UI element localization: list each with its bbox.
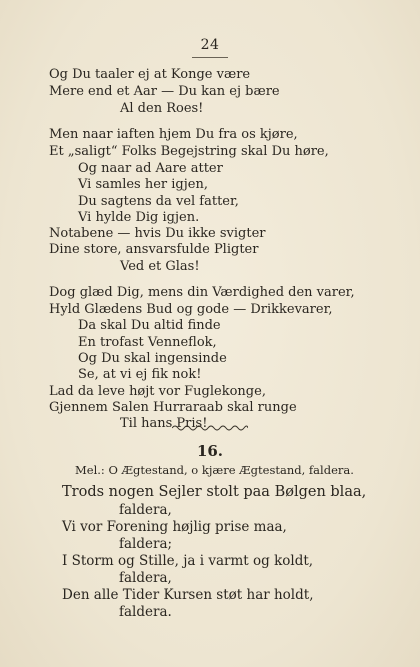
verse-line: Til hans Pris! <box>120 416 208 431</box>
verse-line: Dine store, ansvarsfulde Pligter <box>49 242 259 257</box>
verse-line: Og Du taaler ej at Konge være <box>49 67 251 82</box>
page-number: 24 <box>200 37 220 53</box>
verse-line: Og naar ad Aare atter <box>78 161 223 176</box>
verse-line: Se, at vi ej fik nok! <box>78 367 202 382</box>
verse-line: Og Du skal ingensinde <box>78 351 227 366</box>
song-number: 16. <box>196 442 224 460</box>
verse-line: Vi samles her igjen, <box>78 177 208 192</box>
verse-line: Ved et Glas! <box>120 259 200 274</box>
verse-line: Et „saligt“ Folks Begejstring skal Du høre, <box>49 144 329 159</box>
verse-line: Du sagtens da vel fatter, <box>78 194 239 209</box>
verse-line: En trofast Venneflok, <box>78 335 217 350</box>
page-number-rule <box>192 57 228 58</box>
verse-line: Notabene — hvis Du ikke svigter <box>49 226 266 241</box>
refrain-line: faldera; <box>119 536 173 552</box>
verse-line: Da skal Du altid finde <box>78 318 221 333</box>
verse-line: I Storm og Stille, ja i varmt og koldt, <box>62 553 314 569</box>
verse-line: Mere end et Aar — Du kan ej bære <box>49 84 280 99</box>
verse-line: Lad da leve højt vor Fuglekonge, <box>49 384 266 399</box>
verse-line: Al den Roes! <box>120 101 204 116</box>
verse-line: Trods nogen Sejler stolt paa Bølgen blaa, <box>62 484 367 500</box>
verse-line: Vi hylde Dig igjen. <box>78 210 200 225</box>
refrain-line: faldera, <box>119 570 172 586</box>
refrain-line: faldera, <box>119 502 172 518</box>
wavy-ornament-icon <box>172 424 248 432</box>
verse-line: Den alle Tider Kursen støt har holdt, <box>62 587 314 603</box>
verse-line: Men naar iaften hjem Du fra os kjøre, <box>49 127 298 142</box>
verse-line: Vi vor Forening højlig prise maa, <box>62 519 287 535</box>
verse-line: Gjennem Salen Hurraraab skal runge <box>49 400 297 415</box>
verse-line: Hyld Glædens Bud og gode — Drikkevarer, <box>49 302 333 317</box>
refrain-line: faldera. <box>119 604 172 620</box>
melody-line: Mel.: O Ægtestand, o kjære Ægtestand, faldera. <box>75 463 354 477</box>
verse-line: Dog glæd Dig, mens din Værdighed den varer, <box>49 285 355 300</box>
